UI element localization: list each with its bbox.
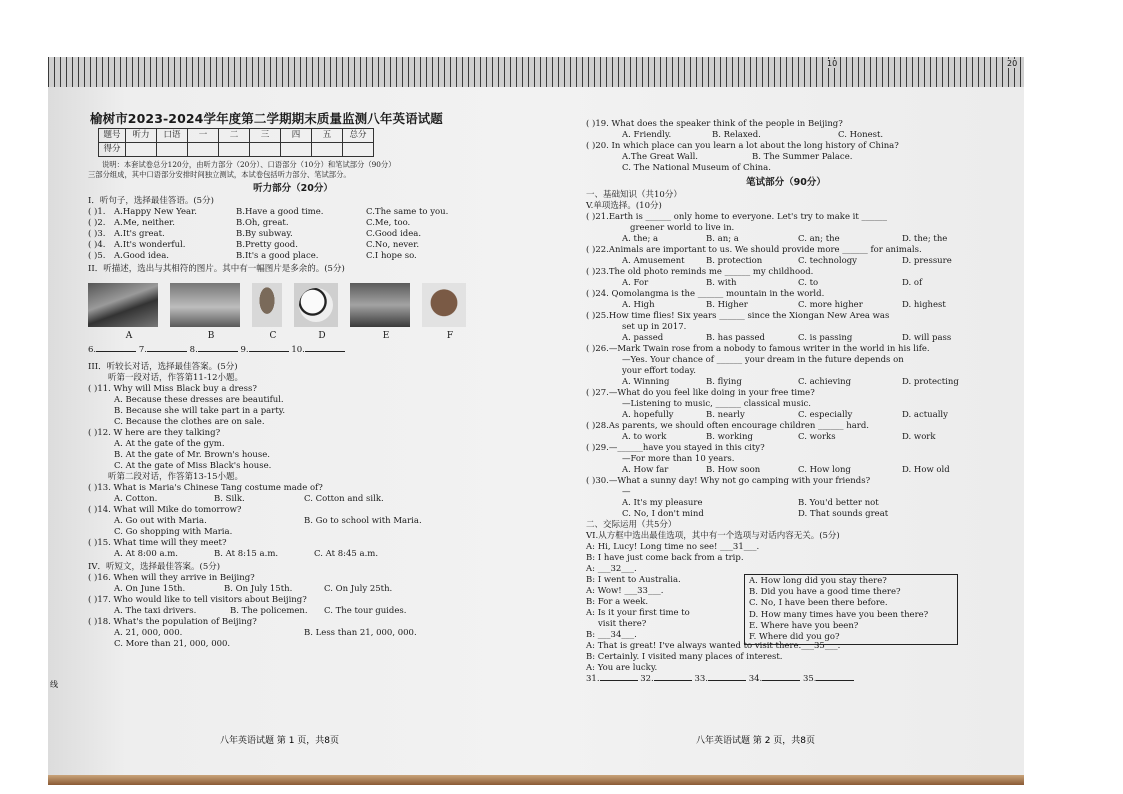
option-row: A. It's my pleasure B. You'd better not — [622, 498, 879, 508]
score-header-cell: 口语 — [157, 129, 188, 143]
box-option: C. No, I have been there before. — [749, 598, 888, 609]
answer-blanks: 31. 32. 33. 34. 35. — [586, 674, 986, 685]
score-header-cell: 总分 — [343, 129, 374, 143]
sub-heading: 听第二段对话，作答第13-15小题。 — [108, 472, 244, 482]
section-title: 听力部分（20分） — [253, 183, 333, 194]
option-row: A.The Great Wall. B. The Summer Palace. — [622, 152, 853, 162]
question-stem-cont: —Yes. Your chance of ______ your dream in the future depends on — [622, 355, 904, 365]
question-stem: ( )17. Who would like to tell visitors about Beijing? — [88, 595, 307, 605]
answer-blank[interactable] — [654, 680, 692, 681]
option-row: A. Go out with Maria. B. Go to school with Maria. — [114, 516, 422, 526]
option: A. Because these dresses are beautiful. — [114, 395, 284, 405]
box-option: A. How long did you stay there? — [749, 576, 887, 586]
answer-blank[interactable] — [96, 351, 136, 352]
exam-paper-photo — [48, 57, 1024, 785]
picture-label: F — [446, 331, 454, 341]
option-row: A. The taxi drivers. B. The policemen. C. The tour guides. — [114, 606, 407, 616]
sub-heading: 听第一段对话，作答第11-12小题。 — [108, 373, 244, 383]
question-stem-cont: —Listening to music, ______ classical music. — [622, 399, 812, 409]
dialogue-line: A: ___32___. — [586, 564, 637, 574]
score-cell[interactable] — [188, 143, 219, 157]
picture-label: A — [125, 331, 133, 341]
answer-blank[interactable] — [708, 680, 746, 681]
dialogue-line: A: Wow! ___33___. — [586, 586, 664, 596]
score-header-cell: 三 — [250, 129, 281, 143]
question-stem: ( )26.—Mark Twain rose from a nobody to famous writer in the world in his life. — [586, 344, 930, 354]
left-page — [88, 113, 498, 650]
picture-label: E — [382, 331, 390, 341]
option: B. Because she will take part in a party. — [114, 406, 286, 416]
picture-soccer-ball — [294, 283, 338, 327]
question-stem: ( )15. What time will they meet? — [88, 538, 227, 548]
section-heading: V.单项选择。(10分) — [586, 201, 662, 211]
answer-blank[interactable] — [816, 680, 854, 681]
dialogue-line: A: Is it your first time to — [586, 608, 690, 618]
right-page — [586, 119, 986, 685]
dialogue-line: A: Hi, Lucy! Long time no see! ___31___. — [586, 542, 760, 552]
section-heading: II．听描述，选出与其相符的图片。其中有一幅图片是多余的。(5分) — [88, 264, 345, 274]
question-stem: ( )16. When will they arrive in Beijing? — [88, 573, 255, 583]
option-row: A. 21, 000, 000. B. Less than 21, 000, 000. — [114, 628, 417, 638]
question-stem: ( )12. W here are they talking? — [88, 428, 221, 438]
answer-blanks: 6. 7. 8. 9. 10. — [88, 345, 498, 356]
option-row: A. High B. Higher C. more higher D. highest — [622, 300, 946, 310]
instruction-line: 三部分组成，其中口语部分安排时间独立测试，本试卷包括听力部分、笔试部分。 — [88, 170, 351, 179]
option: A. At the gate of the gym. — [114, 439, 225, 449]
option-row: A. For B. with C. to D. of — [622, 278, 923, 288]
instruction-line: 说明：本套试卷总分120分，由听力部分（20分）、口语部分（10分）和笔试部分（90分） — [102, 160, 396, 169]
ruler-number: 10 — [827, 59, 838, 68]
section-heading: IV．听短文，选择最佳答案。(5分) — [88, 562, 221, 572]
picture-bird — [252, 283, 282, 327]
exam-title: 榆树市2023-2024学年度第二学期期末质量监测八年英语试题 — [90, 111, 443, 126]
score-cell[interactable] — [343, 143, 374, 157]
section-title: 笔试部分（90分） — [746, 177, 826, 188]
question-stem-cont: —For more than 10 years. — [622, 454, 735, 464]
option: C. Go shopping with Maria. — [114, 527, 233, 537]
question-item: ( )4. A.It's wonderful. B.Pretty good. C.No, never. — [88, 240, 420, 250]
option-row: A. to work B. working C. works D. work — [622, 432, 936, 442]
section-heading: I．听句子，选择最佳答语。(5分) — [88, 196, 214, 206]
option: C. Because the clothes are on sale. — [114, 417, 265, 427]
question-stem: ( )28.As parents, we should often encourage children ______ hard. — [586, 421, 869, 431]
option-row: A. Winning B. flying C. achieving D. protecting — [622, 377, 959, 387]
answer-blank[interactable] — [762, 680, 800, 681]
picture-labels — [88, 331, 498, 342]
question-stem: ( )20. In which place can you learn a lot about the long history of China? — [586, 141, 899, 151]
option: C. At the gate of Miss Black's house. — [114, 461, 272, 471]
question-stem: ( )14. What will Mike do tomorrow? — [88, 505, 242, 515]
option-row: A. On June 15th. B. On July 15th. C. On July 25th. — [114, 584, 393, 594]
score-cell[interactable] — [219, 143, 250, 157]
box-option: B. Did you have a good time there? — [749, 587, 901, 598]
question-stem: ( )24. Qomolangma is the ______ mountain in the world. — [586, 289, 825, 299]
option-row: A. Cotton. B. Silk. C. Cotton and silk. — [114, 494, 384, 504]
options-box — [744, 574, 958, 645]
question-stem: ( )13. What is Maria's Chinese Tang costume made of? — [88, 483, 323, 493]
score-header-cell: 五 — [312, 129, 343, 143]
question-stem: ( )22.Animals are important to us. We should provide more ______ for animals. — [586, 245, 922, 255]
box-option: E. Where have you been? — [749, 620, 859, 631]
ruler — [48, 57, 1024, 87]
dialogue-line: A: That is great! I've always wanted to visit there.___35___. — [586, 641, 841, 651]
question-stem: ( )29.—______have you stayed in this city? — [586, 443, 765, 453]
question-stem: ( )23.The old photo reminds me ______ my childhood. — [586, 267, 814, 277]
section-heading: VI.从方框中选出最佳选项，其中有一个选项与对话内容无关。(5分) — [586, 531, 840, 541]
score-header-cell: 题号 — [99, 129, 126, 143]
picture-beach — [350, 283, 410, 327]
binding-mark: 线 — [50, 680, 58, 689]
instructions — [88, 160, 498, 180]
dialogue — [586, 542, 986, 674]
table-edge — [48, 775, 1024, 785]
question-item: ( )5. A.Good idea. B.It's a good place. C.I hope so. — [88, 251, 417, 261]
question-stem: ( )11. Why will Miss Black buy a dress? — [88, 384, 257, 394]
dialogue-line: B: I have just come back from a trip. — [586, 553, 744, 563]
question-item: ( )2. A.Me, neither. B.Oh, great. C.Me, too. — [88, 218, 411, 228]
option-row: A. the; a B. an; a C. an; the D. the; the — [622, 234, 948, 244]
question-stem-cont: set up in 2017. — [622, 322, 687, 332]
section-heading: 一、基础知识（共10分） — [586, 190, 682, 200]
section-heading: 二、交际运用（共5分） — [586, 520, 677, 530]
option-row: A. hopefully B. nearly C. especially D. actually — [622, 410, 948, 420]
dialogue-line: B: ___34___. — [586, 630, 637, 640]
option-row: A. At 8:00 a.m. B. At 8:15 a.m. C. At 8:45 a.m. — [114, 549, 379, 559]
question-stem-cont: your effort today. — [622, 366, 696, 376]
picture-teddy-bear — [422, 283, 466, 327]
score-row-label: 得分 — [99, 143, 126, 157]
option-row: A. Amusement B. protection C. technology D. pressure — [622, 256, 952, 266]
dialogue-line: B: I went to Australia. — [586, 575, 681, 585]
question-stem: ( )19. What does the speaker think of the people in Beijing? — [586, 119, 843, 129]
question-stem: ( )25.How time flies! Six years ______ since the Xiongan New Area was — [586, 311, 890, 321]
question-item: ( )3. A.It's great. B.By subway. C.Good idea. — [88, 229, 422, 239]
score-table — [98, 128, 374, 157]
score-header-cell: 一 — [188, 129, 219, 143]
page-footer: 八年英语试题 第 2 页，共8页 — [696, 736, 816, 746]
question-stem-cont: greener world to live in. — [630, 223, 735, 233]
dialogue-line: visit there? — [598, 619, 647, 629]
question-stem: ( )21.Earth is ______ only home to everyone. Let's try to make it ______ — [586, 212, 888, 222]
score-cell[interactable] — [312, 143, 343, 157]
dialogue-line: B: For a week. — [586, 597, 649, 607]
option-row: A. Friendly. B. Relaxed. C. Honest. — [622, 130, 884, 140]
answer-blank[interactable] — [600, 680, 638, 681]
picture-mountain — [88, 283, 158, 327]
dialogue-line: B: Certainly. I visited many places of interest. — [586, 652, 783, 662]
score-cell[interactable] — [250, 143, 281, 157]
box-option: D. How many times have you been there? — [749, 609, 929, 620]
question-item: ( )1. A.Happy New Year. B.Have a good time. C.The same to you. — [88, 207, 449, 217]
question-stem: ( )27.—What do you feel like doing in your free time? — [586, 388, 815, 398]
picture-book — [170, 283, 240, 327]
picture-row — [88, 279, 498, 327]
option-row: A. passed B. has passed C. is passing D. will pass — [622, 333, 952, 343]
picture-label: B — [207, 331, 215, 341]
question-list — [88, 207, 498, 262]
score-cell[interactable] — [157, 143, 188, 157]
box-option: F. Where did you go? — [749, 632, 840, 643]
score-header-cell: 二 — [219, 129, 250, 143]
question-stem-cont: — — [622, 487, 631, 497]
question-stem: ( )30.—What a sunny day! Why not go camping with your friends? — [586, 476, 871, 486]
dialogue-line: A: You are lucky. — [586, 663, 658, 673]
option-row: A. How far B. How soon C. How long D. How old — [622, 465, 950, 475]
score-cell[interactable] — [126, 143, 157, 157]
ruler-number: 20 — [1007, 59, 1018, 68]
answer-blank[interactable] — [147, 351, 187, 352]
option: C. More than 21, 000, 000. — [114, 639, 231, 649]
option-row: C. No, I don't mind D. That sounds great — [622, 509, 889, 519]
option: C. The National Museum of China. — [622, 163, 771, 173]
score-header-cell: 听力 — [126, 129, 157, 143]
answer-blank[interactable] — [249, 351, 289, 352]
score-cell[interactable] — [281, 143, 312, 157]
section-heading: III．听较长对话，选择最佳答案。(5分) — [88, 362, 238, 372]
answer-blank[interactable] — [305, 351, 345, 352]
picture-label: C — [269, 331, 277, 341]
option: B. At the gate of Mr. Brown's house. — [114, 450, 270, 460]
page-footer: 八年英语试题 第 1 页，共8页 — [220, 736, 340, 746]
question-stem: ( )18. What's the population of Beijing? — [88, 617, 257, 627]
answer-blank[interactable] — [198, 351, 238, 352]
picture-label: D — [318, 331, 326, 341]
score-header-cell: 四 — [281, 129, 312, 143]
